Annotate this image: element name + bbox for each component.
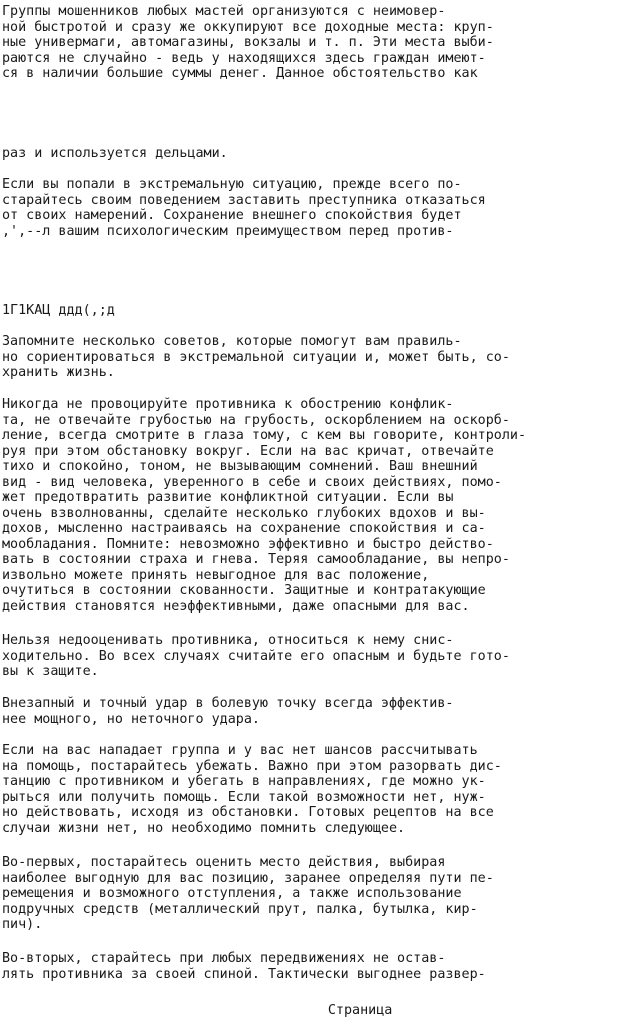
paragraph-5 [2, 334, 618, 381]
text-line: дохов, мысленно настраиваясь на сохранение спокойствия и са- [2, 521, 486, 536]
text-line: танцию с противником и убегать в направлениях, где можно ук- [2, 774, 486, 789]
text-line: та, не отвечайте грубостью на грубость, оскорблением на оскорб- [2, 412, 510, 428]
text-line: вать в состоянии страха и гнева. Теряя самообладание, вы непро- [2, 552, 510, 567]
text-line: Если на вас нападает группа и у вас нет шансов рассчитывать [2, 743, 478, 758]
text-line: ной быстротой и сразу же оккупируют все доходные места: круп- [2, 19, 494, 35]
paragraph-8 [2, 696, 618, 727]
text-line: руя при этом обстановку вокруг. Если на вас кричат, отвечайте [2, 443, 494, 459]
text-line: Группы мошенников любых мастей организуются с неимовер- [2, 4, 446, 19]
text-line: от своих намерений. Сохранение внешнего спокойствия будет [2, 208, 462, 223]
text-line: очень взволнованны, сделайте несколько глубоких вдохов и вы- [2, 505, 486, 521]
text-line: действия становятся неэффективными, даже опасными для вас. [2, 598, 470, 614]
text-line: тихо и спокойно, тоном, не вызывающим сомнений. Ваш внешний [2, 459, 478, 474]
paragraph-3 [2, 177, 618, 239]
text-line: ,',--л вашим психологическим преимуществом перед против- [2, 223, 454, 239]
text-line: извольно можете принять невыгодное для вас положение, [2, 567, 430, 583]
paragraph-2 [2, 146, 618, 162]
paragraph-9 [2, 743, 618, 836]
text-line: пич). [2, 917, 43, 932]
text-line: раз и используется дельцами. [2, 146, 228, 161]
text-line: ремещения и возможного отступления, а также использование [2, 886, 462, 901]
text-line: Никогда не провоцируйте противника к обострению конфлик- [2, 397, 454, 412]
page-footer [0, 987, 620, 1034]
paragraph-10 [2, 855, 618, 933]
text-line: очутиться в состоянии скованности. Защитные и контратакующие [2, 583, 486, 598]
text-line: ся в наличии большие суммы денег. Данное обстоятельство как [2, 66, 478, 81]
text-line: вы к защите. [2, 664, 99, 679]
text-line: Если вы попали в экстремальную ситуацию, прежде всего по- [2, 177, 462, 192]
paragraph-11 [2, 951, 618, 982]
text-line: Внезапный и точный удар в болевую точку всегда эффектив- [2, 696, 454, 711]
text-line: на помощь, постарайтесь убежать. Важно при этом разорвать дис- [2, 758, 502, 774]
text-line: Во-вторых, старайтесь при любых передвижениях не остав- [2, 951, 446, 966]
paragraph-4 [2, 303, 618, 319]
text-line: 1Г1КАЦ ддд(,;д [2, 303, 115, 318]
paragraph-6 [2, 397, 618, 614]
text-line: но сориентироваться в экстремальной ситуации и, может быть, со- [2, 349, 510, 365]
text-line: ление, всегда смотрите в глаза тому, с кем вы говорите, контроли- [2, 428, 527, 443]
text-line: старайтесь своим поведением заставить преступника отказаться [2, 192, 486, 208]
text-line: Нельзя недооценивать противника, относиться к нему снис- [2, 633, 454, 648]
footer-label: Страница [327, 1002, 393, 1018]
text-line: подручных средств (металлический прут, палка, бутылка, кир- [2, 901, 478, 917]
text-line: жет предотвратить развитие конфликтной ситуации. Если вы [2, 490, 454, 505]
text-line: ходительно. Во всех случаях считайте его опасным и будьте гото- [2, 648, 510, 664]
text-line: раются не случайно - ведь у находящихся здесь граждан имеют- [2, 50, 486, 66]
text-line: Запомните несколько советов, которые помогут вам правиль- [2, 334, 462, 349]
paragraph-1 [2, 4, 618, 82]
text-line: наиболее выгодную для вас позицию, заранее определяя пути пе- [2, 870, 494, 886]
text-line: мообладания. Помните: невозможно эффективно и быстро действо- [2, 536, 494, 552]
text-line: вид - вид человека, уверенного в себе и своих действиях, помо- [2, 474, 502, 490]
paragraph-7 [2, 633, 618, 680]
text-line: случаи жизни нет, но необходимо помнить следующее. [2, 820, 406, 836]
text-line: ные универмаги, автомагазины, вокзалы и т. п. Эти места выби- [2, 35, 494, 50]
text-line: но действовать, исходя из обстановки. Готовых рецептов на все [2, 805, 494, 820]
text-line: лять противника за своей спиной. Тактически выгоднее развер- [2, 966, 486, 982]
text-line: нее мощного, но неточного удара. [2, 711, 260, 727]
text-line: Во-первых, постарайтесь оценить место действия, выбирая [2, 855, 446, 870]
text-line: хранить жизнь. [2, 365, 115, 380]
text-line: рыться или получить помощь. Если такой возможности нет, нуж- [2, 789, 486, 805]
